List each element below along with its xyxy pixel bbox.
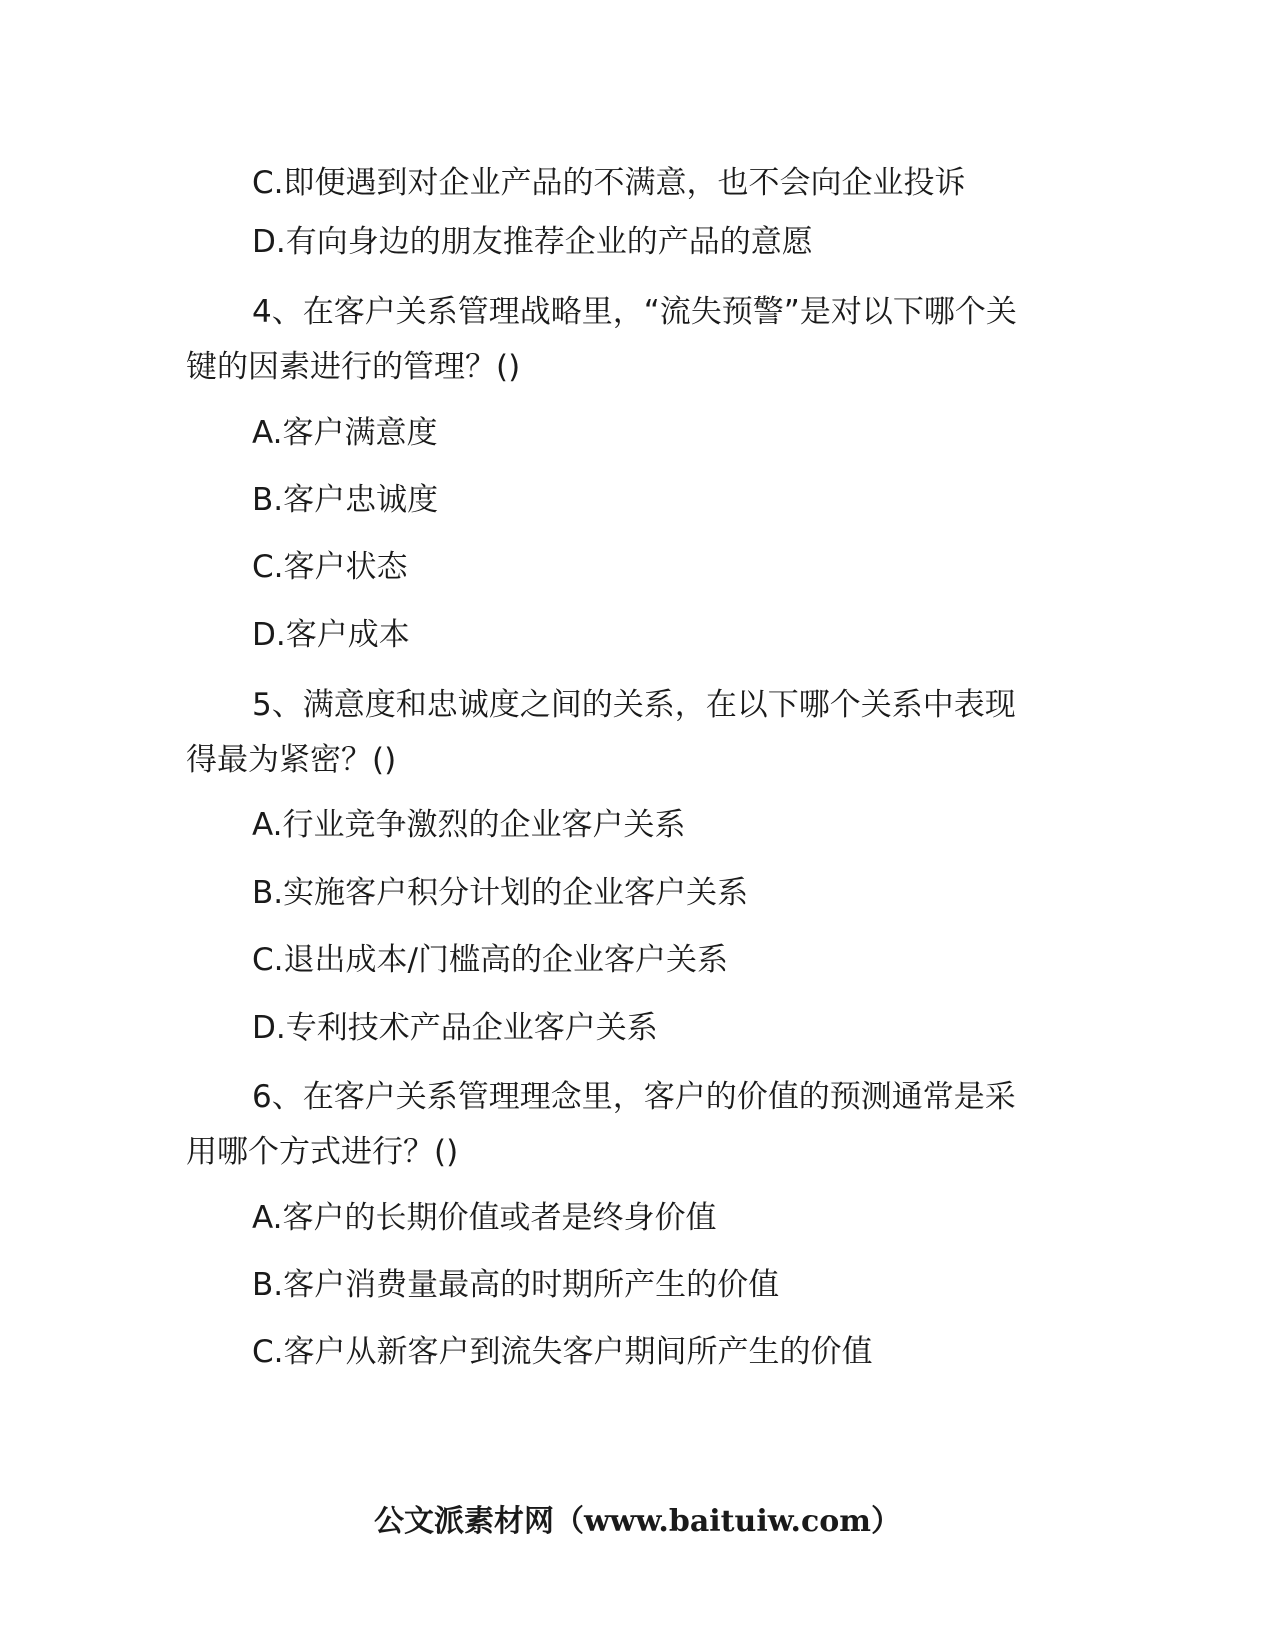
q4-option-a: A.客户满意度 — [252, 415, 438, 451]
q6-question-line-2: 用哪个方式进行？() — [186, 1134, 459, 1170]
q6-option-a: A.客户的长期价值或者是终身价值 — [252, 1200, 717, 1236]
q3-option-d: D.有向身边的朋友推荐企业的产品的意愿 — [252, 224, 813, 260]
q5-option-d: D.专利技术产品企业客户关系 — [252, 1010, 658, 1046]
q5-option-c: C.退出成本/门槛高的企业客户关系 — [252, 942, 728, 978]
q5-option-b: B.实施客户积分计划的企业客户关系 — [252, 875, 749, 911]
q5-question-line-2: 得最为紧密？() — [186, 742, 397, 778]
q5-option-a: A.行业竞争激烈的企业客户关系 — [252, 807, 686, 843]
q4-option-c: C.客户状态 — [252, 549, 408, 585]
footer-watermark-text: 公文派素材网（www.baituiw.com） — [373, 1504, 902, 1539]
q6-option-c: C.客户从新客户到流失客户期间所产生的价值 — [252, 1334, 873, 1370]
q5-question-line-1: 5、满意度和忠诚度之间的关系，在以下哪个关系中表现 — [252, 687, 1016, 723]
q3-option-c: C.即便遇到对企业产品的不满意，也不会向企业投诉 — [252, 165, 966, 201]
q6-question-line-1: 6、在客户关系管理理念里，客户的价值的预测通常是采 — [252, 1079, 1016, 1115]
q6-option-b: B.客户消费量最高的时期所产生的价值 — [252, 1267, 780, 1303]
q4-question-line-1: 4、在客户关系管理战略里，“流失预警”是对以下哪个关 — [252, 294, 1017, 330]
q4-question-line-2: 键的因素进行的管理？() — [186, 349, 521, 385]
q4-option-d: D.客户成本 — [252, 617, 410, 653]
q4-option-b: B.客户忠诚度 — [252, 482, 439, 518]
